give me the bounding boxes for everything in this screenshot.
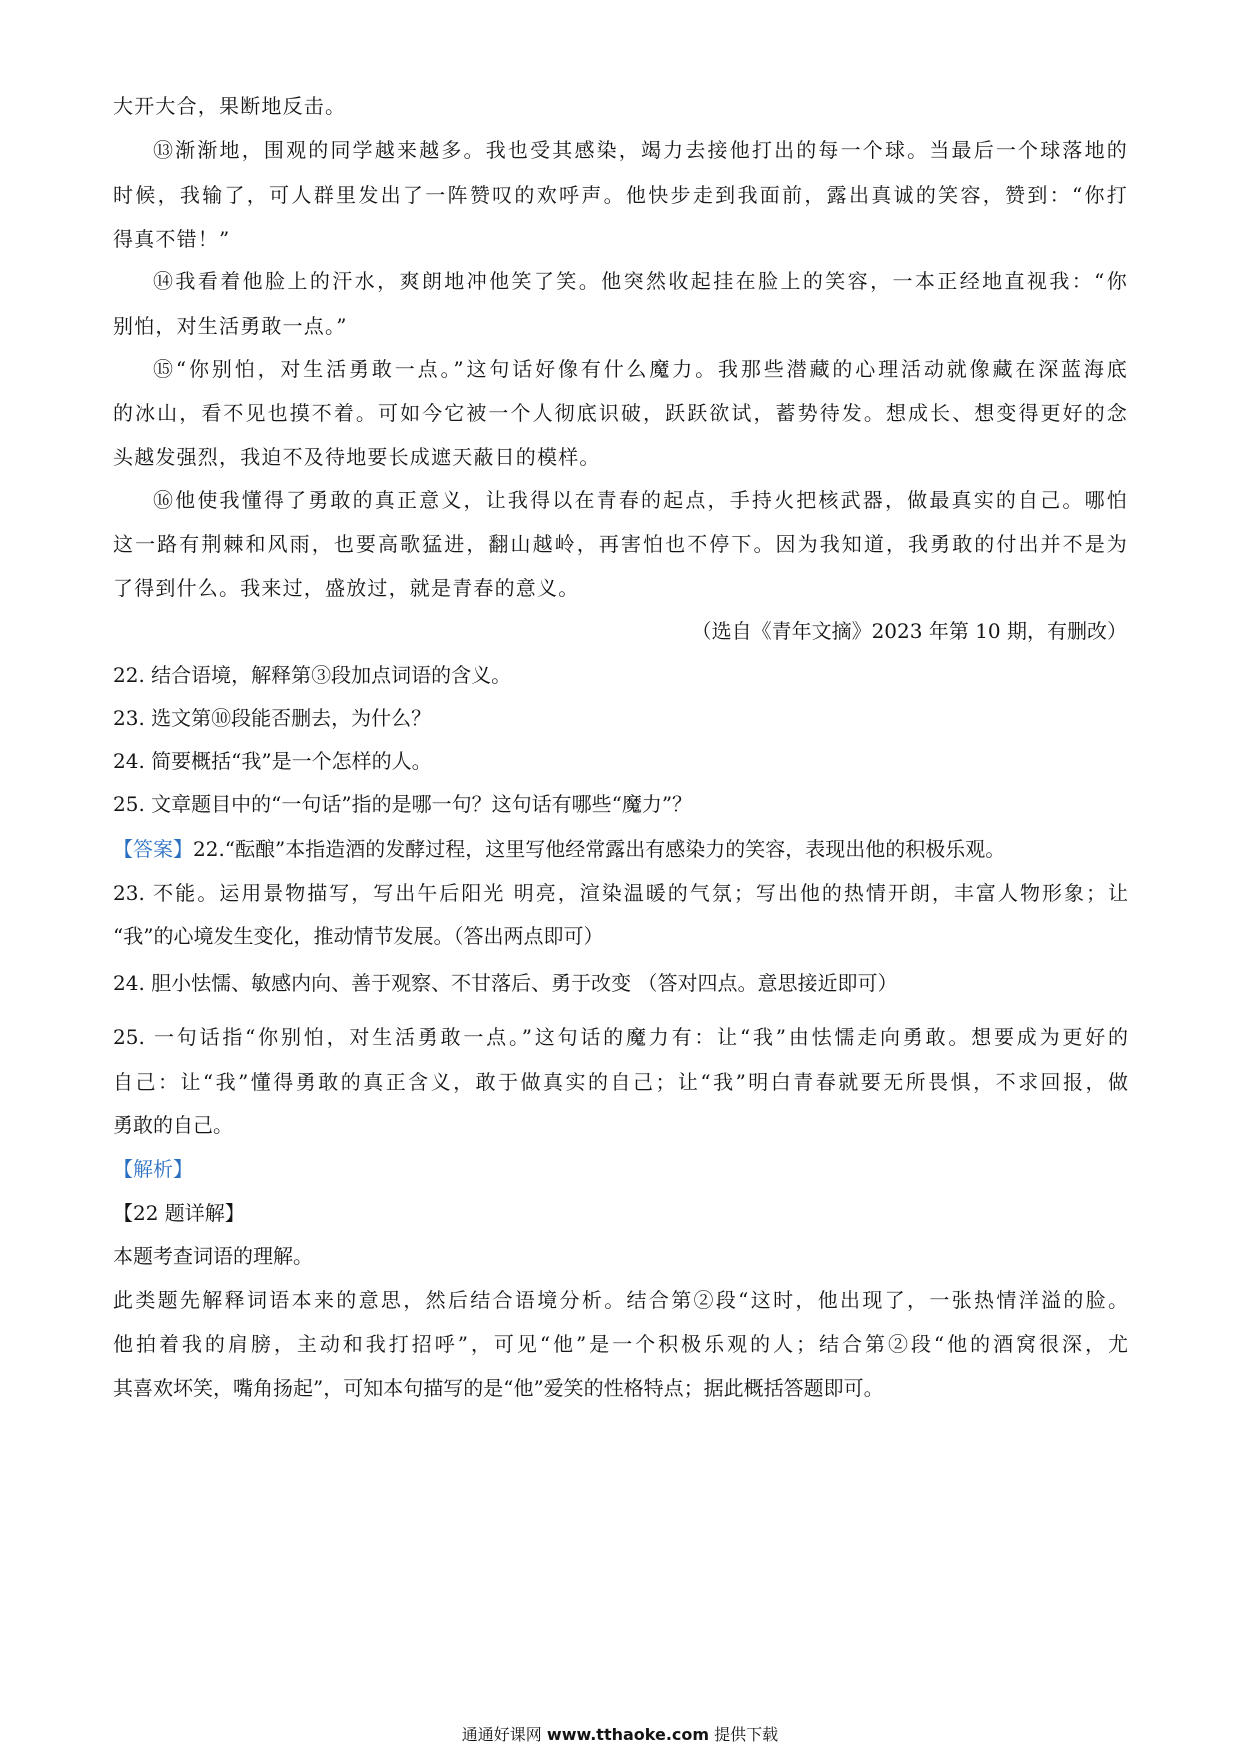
question-23: 23. 选文第⑩段能否删去，为什么？ <box>113 706 432 730</box>
answer-22-text: 22.“酝酿”本指造酒的发酵过程，这里写他经常露出有感染力的笑容，表现出他的积极乐观。 <box>193 837 1006 861</box>
question-25: 25. 文章题目中的“一句话”指的是哪一句？这句话有哪些“魔力”？ <box>113 792 693 816</box>
analysis-text: 其喜欢坏笑，嘴角扬起”，可知本句描写的是“他”爱笑的性格特点；据此概括答题即可。 <box>113 1376 884 1400</box>
passage-paragraph-16: ⑯他使我懂得了勇敢的真正意义，让我得以在青春的起点，手持火把核武器，做最真实的自己。哪怕 <box>153 488 1128 512</box>
passage-line: 这一路有荆棘和风雨，也要高歌猛进，翻山越岭，再害怕也不停下。因为我知道，我勇敢的付出并不是为 <box>113 532 1128 556</box>
analysis-label: 【解析】 <box>113 1157 193 1181</box>
passage-line: 头越发强烈，我迫不及待地要长成遮天蔽日的模样。 <box>113 445 601 469</box>
answer-25-line: 25. 一句话指“你别怕，对生活勇敢一点。”这句话的魔力有：让“我”由怯懦走向勇敢。想要成为更好的 <box>113 1025 1128 1049</box>
passage-paragraph-13: ⑬渐渐地，围观的同学越来越多。我也受其感染，竭力去接他打出的每一个球。当最后一个球落地的 <box>153 138 1128 162</box>
page-footer <box>0 1724 1240 1746</box>
answer-25-line: 自己：让“我”懂得勇敢的真正含义，敢于做真实的自己；让“我”明白青春就要无所畏惧，不求回报，做 <box>113 1070 1128 1094</box>
passage-line: 大开大合，果断地反击。 <box>113 94 347 118</box>
analysis-text: 他拍着我的肩膀，主动和我打招呼”，可见“他”是一个积极乐观的人；结合第②段“他的酒窝很深，尤 <box>113 1332 1128 1356</box>
analysis-text: 此类题先解释词语本来的意思，然后结合语境分析。结合第②段“这时，他出现了，一张热情洋溢的脸。 <box>113 1288 1128 1312</box>
passage-line: 时候，我输了，可人群里发出了一阵赞叹的欢呼声。他快步走到我面前，露出真诚的笑容，赞到：“你打 <box>113 183 1128 207</box>
analysis-subheading: 【22 题详解】 <box>113 1201 245 1225</box>
passage-line: 别怕，对生活勇敢一点。” <box>113 314 348 338</box>
passage-paragraph-14: ⑭我看着他脸上的汗水，爽朗地冲他笑了笑。他突然收起挂在脸上的笑容，一本正经地直视我：“你 <box>153 269 1128 293</box>
answer-22 <box>113 835 1128 863</box>
footer-url-link[interactable]: www.tthaoke.com <box>546 1725 710 1744</box>
passage-line: 了得到什么。我来过，盛放过，就是青春的意义。 <box>113 576 580 600</box>
passage-paragraph-15: ⑮“你别怕，对生活勇敢一点。”这句话好像有什么魔力。我那些潜藏的心理活动就像藏在深蓝海底 <box>153 357 1128 381</box>
passage-line: 得真不错！” <box>113 227 231 251</box>
question-22: 22. 结合语境，解释第③段加点词语的含义。 <box>113 663 512 687</box>
passage-line: 的冰山，看不见也摸不着。可如今它被一个人彻底识破，跃跃欲试，蓄势待发。想成长、想变得更好的念 <box>113 401 1128 425</box>
footer-suffix: 提供下载 <box>714 1725 779 1744</box>
question-24: 24. 简要概括“我”是一个怎样的人。 <box>113 749 432 773</box>
answer-label: 【答案】 <box>113 837 193 861</box>
analysis-text: 本题考查词语的理解。 <box>113 1244 313 1268</box>
answer-23-line: “我”的心境发生变化，推动情节发展。（答出两点即可） <box>113 924 604 948</box>
answer-25-line: 勇敢的自己。 <box>113 1113 233 1137</box>
footer-site-name: 通通好课网 <box>461 1725 542 1744</box>
answer-23-line: 23. 不能。运用景物描写，写出午后阳光 明亮，渲染温暖的气氛；写出他的热情开朗，丰富人物形象；让 <box>113 881 1128 905</box>
answer-24: 24. 胆小怯懦、敏感内向、善于观察、不甘落后、勇于改变 （答对四点。意思接近即可） <box>113 971 898 995</box>
passage-source: （选自《青年文摘》2023 年第 10 期，有删改） <box>691 619 1127 643</box>
